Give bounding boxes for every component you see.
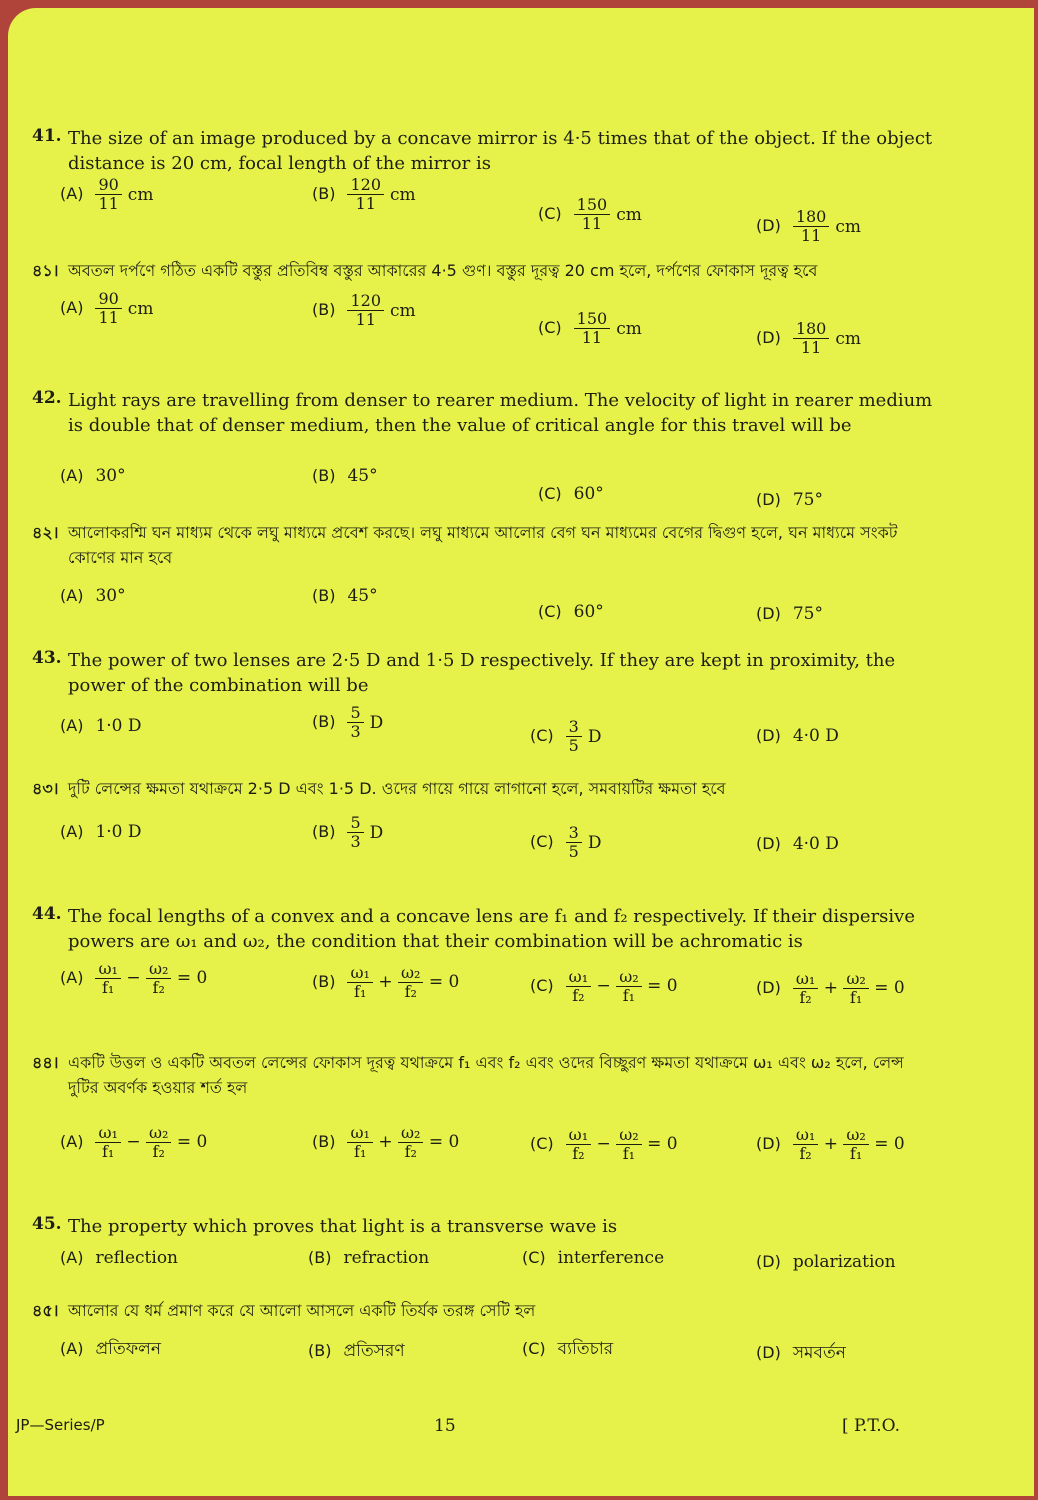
option-d: (D) সমবর্তন: [756, 1343, 846, 1363]
question-text: The size of an image produced by a concave mirror is 4·5 times that of the object. If the object distance is 20 cm, focal length of the mirror is: [68, 128, 933, 174]
option-a: (A) 30°: [60, 466, 126, 486]
option-b: (B) প্রতিসরণ: [308, 1341, 405, 1361]
question-text: The focal lengths of a convex and a concave lens are f₁ and f₂ respectively. If their dispersive powers are ω₁ and ω₂, the condition that their combination will be achromatic is: [68, 906, 915, 952]
option-a: (A) $\frac{90}{11}$ cm: [60, 289, 154, 327]
option-c: (C) 60°: [538, 602, 604, 622]
option-d: (D) 4·0 D: [756, 726, 839, 746]
option-d: (D) $\frac{\text{ω₁}}{\text{f₂}}$ + $\frac{\text{ω₂}}{\text{f₁}}$ = 0: [756, 969, 905, 1007]
question-text: দুটি লেন্সের ক্ষমতা যথাক্রমে 2·5 D এবং 1·5 D. ওদের গায়ে গায়ে লাগানো হলে, সমবায়টির ক্ষমতা হবে: [68, 779, 726, 798]
option-a: (A) 30°: [60, 586, 126, 606]
pto-label: [ P.T.O.: [842, 1416, 901, 1436]
question-text: আলোকরশ্মি ঘন মাধ্যম থেকে লঘু মাধ্যমে প্রবেশ করছে। লঘু মাধ্যমে আলোর বেগ ঘন মাধ্যমের বেগের দ্বিগুণ হলে, ঘন মাধ্যমে সংকট কোণের মান হবে: [68, 523, 898, 567]
option-a: (A) $\frac{90}{11}$ cm: [60, 175, 154, 213]
option-b: (B) $\frac{\text{ω₁}}{\text{f₁}}$ + $\frac{\text{ω₂}}{\text{f₂}}$ = 0: [312, 1123, 460, 1161]
question-text: Light rays are travelling from denser to rearer medium. The velocity of light in rearer medium is double that of denser medium, then the value of critical angle for this travel will be: [68, 390, 933, 436]
question-number: 45.: [32, 1214, 62, 1234]
option-d: (D) polarization: [756, 1252, 896, 1272]
question-number: ৪১।: [32, 261, 59, 280]
option-a: (A) 1·0 D: [60, 716, 142, 736]
question-text: আলোর যে ধর্ম প্রমাণ করে যে আলো আসলে একটি তির্যক তরঙ্গ সেটি হল: [68, 1301, 536, 1320]
question-number: ৪৩।: [32, 779, 59, 798]
option-a: (A) $\frac{\text{ω₁}}{\text{f₁}}$ − $\frac{\text{ω₂}}{\text{f₂}}$ = 0: [60, 1123, 208, 1161]
question-number: ৪৪।: [32, 1053, 59, 1072]
option-c: (C) ব্যতিচার: [522, 1339, 614, 1359]
option-c: (C) $\frac{150}{11}$ cm: [538, 195, 642, 233]
option-d: (D) 75°: [756, 490, 823, 510]
option-c: (C) $\frac{150}{11}$ cm: [538, 309, 642, 347]
option-a: (A) প্রতিফলন: [60, 1339, 161, 1359]
option-b: (B) $\frac{120}{11}$ cm: [312, 175, 416, 213]
question-text: The power of two lenses are 2·5 D and 1·5 D respectively. If they are kept in proximity, the power of the combination will be: [68, 650, 896, 696]
option-d: (D) $\frac{180}{11}$ cm: [756, 319, 862, 357]
option-c: (C) 60°: [538, 484, 604, 504]
page-number: 15: [434, 1416, 456, 1436]
exam-page: [8, 8, 1034, 1496]
question-number: 42.: [32, 388, 62, 408]
question-number: ৪৫।: [32, 1301, 59, 1320]
option-d: (D) 75°: [756, 604, 823, 624]
question-text: The property which proves that light is a transverse wave is: [68, 1216, 618, 1237]
option-b: (B) $\frac{120}{11}$ cm: [312, 291, 416, 329]
option-c: (C) interference: [522, 1248, 665, 1268]
option-d: (D) 4·0 D: [756, 834, 839, 854]
option-a: (A) reflection: [60, 1248, 178, 1268]
option-c: (C) $\frac{\text{ω₁}}{\text{f₂}}$ − $\frac{\text{ω₂}}{\text{f₁}}$ = 0: [530, 1125, 678, 1163]
question-text: একটি উত্তল ও একটি অবতল লেন্সের ফোকাস দূরত্ব যথাক্রমে f₁ এবং f₂ এবং ওদের বিচ্ছুরণ ক্ষমতা যথাক্রমে ω₁ এবং ω₂ হলে, লেন্স দুটির অবর্ণক হওয়ার শর্ত হল: [68, 1053, 904, 1097]
option-b: (B) $\frac{5}{3}$ D: [312, 813, 384, 851]
option-c: (C) $\frac{3}{5}$ D: [530, 717, 602, 755]
question-number: 43.: [32, 648, 62, 668]
question-number: 41.: [32, 126, 62, 146]
option-b: (B) $\frac{\text{ω₁}}{\text{f₁}}$ + $\frac{\text{ω₂}}{\text{f₂}}$ = 0: [312, 963, 460, 1001]
option-c: (C) $\frac{\text{ω₁}}{\text{f₂}}$ − $\frac{\text{ω₂}}{\text{f₁}}$ = 0: [530, 967, 678, 1005]
option-c: (C) $\frac{3}{5}$ D: [530, 823, 602, 861]
option-b: (B) $\frac{5}{3}$ D: [312, 703, 384, 741]
option-b: (B) 45°: [312, 466, 378, 486]
question-number: 44.: [32, 904, 62, 924]
question-text: অবতল দর্পণে গঠিত একটি বস্তুর প্রতিবিম্ব বস্তুর আকারের 4·5 গুণ। বস্তুর দূরত্ব 20 cm হলে, দর্পণের ফোকাস দূরত্ব হবে: [68, 261, 818, 280]
option-d: (D) $\frac{\text{ω₁}}{\text{f₂}}$ + $\frac{\text{ω₂}}{\text{f₁}}$ = 0: [756, 1125, 905, 1163]
question-number: ৪২।: [32, 523, 59, 542]
series-code: JP—Series/P: [16, 1416, 105, 1434]
option-a: (A) $\frac{\text{ω₁}}{\text{f₁}}$ − $\frac{\text{ω₂}}{\text{f₂}}$ = 0: [60, 959, 208, 997]
option-a: (A) 1·0 D: [60, 822, 142, 842]
option-d: (D) $\frac{180}{11}$ cm: [756, 207, 862, 245]
option-b: (B) 45°: [312, 586, 378, 606]
option-b: (B) refraction: [308, 1248, 430, 1268]
